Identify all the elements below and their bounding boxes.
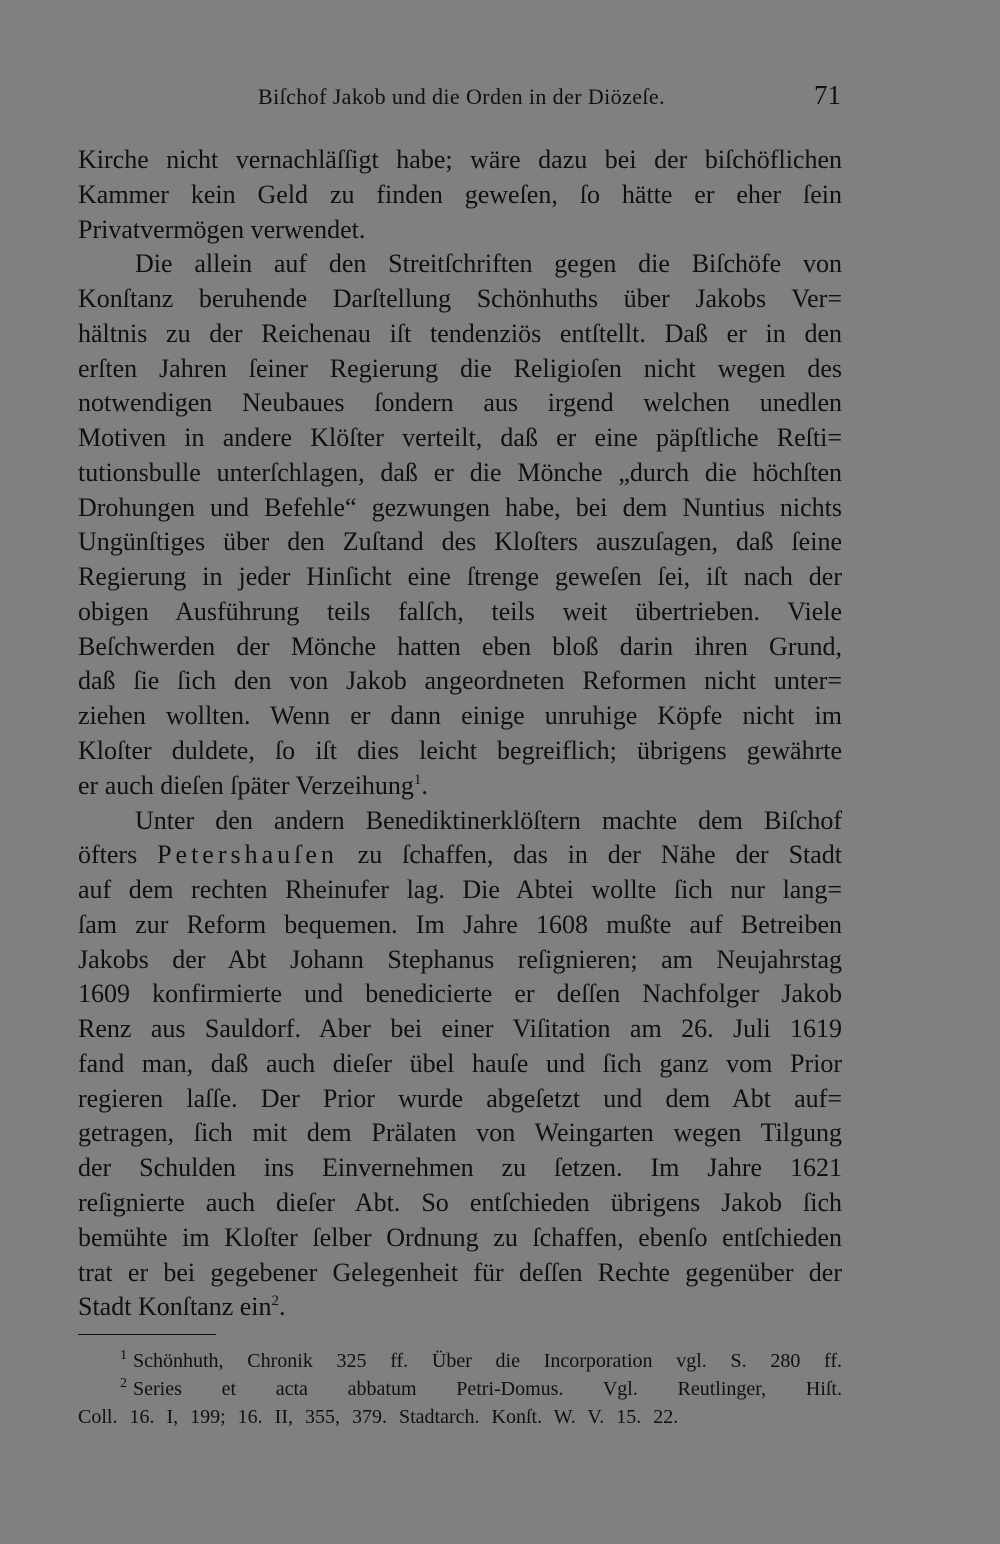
footnote-text: Series et acta abbatum Petri-Domus. Vgl. Reutlinger, Hiſt. [133, 1378, 842, 1400]
text-line: Jakobs der Abt Johann Stephanus reſignieren; am Neujahrstag [78, 944, 842, 974]
text-line: Privatvermögen verwendet. [78, 214, 366, 244]
page-number: 71 [814, 80, 841, 110]
text-line: Renz aus Sauldorf. Aber bei einer Viſitation am 26. Juli 1619 [78, 1014, 842, 1044]
text-line: Unter den andern Benediktinerklöſtern machte dem Biſchof [135, 805, 842, 835]
text-line: obigen Ausführung teils falſch, teils weit übertrieben. Viele [78, 596, 842, 626]
line-text: Stadt Konſtanz ein [78, 1292, 272, 1322]
text-line: Kammer kein Geld zu finden geweſen, ſo hätte er eher ſein [78, 179, 842, 209]
footnotes [78, 1347, 842, 1431]
text-line: regieren laſſe. Der Prior wurde abgeſetzt und dem Abt auf= [78, 1083, 842, 1113]
text-line: auf dem rechten Rheinufer lag. Die Abtei wollte ſich nur lang= [78, 875, 842, 905]
body-text [78, 143, 842, 1325]
line-text: öfters [78, 840, 158, 870]
text-line: Motiven in andere Klöſter verteilt, daß er eine päpſtliche Reſti= [78, 423, 842, 453]
text-line: fand man, daß auch dieſer übel hauſe und ſich ganz vom Prior [78, 1048, 842, 1078]
footnote-2 [78, 1375, 842, 1403]
text-line: erſten Jahren ſeiner Regierung die Religioſen nicht wegen des [78, 353, 842, 383]
footnote-marker: 1 [120, 1348, 127, 1363]
footnote-text: Schönhuth, Chronik 325 ff. Über die Incorporation vgl. S. 280 ff. [133, 1350, 842, 1372]
line-text: zu ſchaffen, das in der Nähe der Stadt [337, 840, 843, 870]
footnote-reference: 2 [271, 1293, 280, 1310]
text-line [78, 769, 842, 804]
footnote-marker: 2 [120, 1376, 127, 1391]
text-line: getragen, ſich mit dem Prälaten von Weingarten wegen Tilgung [78, 1118, 842, 1148]
running-title: Biſchof Jakob und die Orden in der Diözeſe. [258, 84, 665, 109]
text-line: Ungünſtiges über den Zuſtand des Kloſters auszuſagen, daß ſeine [78, 527, 842, 557]
text-line: ziehen wollten. Wenn er dann einige unruhige Köpfe nicht im [78, 701, 842, 731]
line-punctuation: . [279, 1292, 286, 1322]
text-line: Konſtanz beruhende Darſtellung Schönhuths über Jakobs Ver= [78, 284, 842, 314]
text-line: Drohungen und Befehle“ gezwungen habe, bei dem Nuntius nichts [78, 492, 842, 522]
text-line: ſam zur Reform bequemen. Im Jahre 1608 mußte auf Betreiben [78, 909, 842, 939]
text-line: bemühte im Kloſter ſelber Ordnung zu ſchaffen, ebenſo entſchieden [78, 1222, 842, 1252]
text-line: tutionsbulle unterſchlagen, daß er die Mönche „durch die höchſten [78, 457, 842, 487]
footnote-reference: 1 [413, 771, 422, 788]
text-line: hältnis zu der Reichenau iſt tendenziös entſtellt. Daß er in den [78, 318, 842, 348]
text-line [78, 1290, 842, 1325]
text-line: trat er bei gegebener Gelegenheit für deſſen Rechte gegenüber der [78, 1257, 842, 1287]
text-line: daß ſie ſich den von Jakob angeordneten Reformen nicht unter= [78, 666, 842, 696]
text-line: notwendigen Neubaues ſondern aus irgend welchen unedlen [78, 388, 842, 418]
text-line: 1609 konfirmierte und benedicierte er deſſen Nachfolger Jakob [78, 979, 842, 1009]
text-line: Regierung in jeder Hinſicht eine ſtrenge geweſen ſei, iſt nach der [78, 562, 842, 592]
line-text: er auch dieſen ſpäter Verzeihung [78, 770, 414, 800]
text-line: der Schulden ins Einvernehmen zu ſetzen. Im Jahre 1621 [78, 1153, 842, 1183]
letterspaced-name: Petershauſen [157, 840, 338, 870]
footnote-2-continuation: Coll. 16. I, 199; 16. II, 355, 379. Stadtarch. Konſt. W. V. 15. 22. [78, 1406, 679, 1428]
text-line: reſignierte auch dieſer Abt. So entſchieden übrigens Jakob ſich [78, 1187, 842, 1217]
footnote-1 [78, 1347, 842, 1375]
footnote-rule [78, 1334, 216, 1335]
text-line [78, 838, 842, 873]
text-line: Beſchwerden der Mönche hatten eben bloß darin ihren Grund, [78, 631, 842, 661]
text-line: Kloſter duldete, ſo iſt dies leicht begreiflich; übrigens gewährte [78, 736, 842, 766]
line-punctuation: . [421, 770, 428, 800]
text-line: Die allein auf den Streitſchriften gegen die Biſchöfe von [135, 249, 842, 279]
text-line: Kirche nicht vernachläſſigt habe; wäre dazu bei der biſchöflichen [78, 145, 842, 174]
